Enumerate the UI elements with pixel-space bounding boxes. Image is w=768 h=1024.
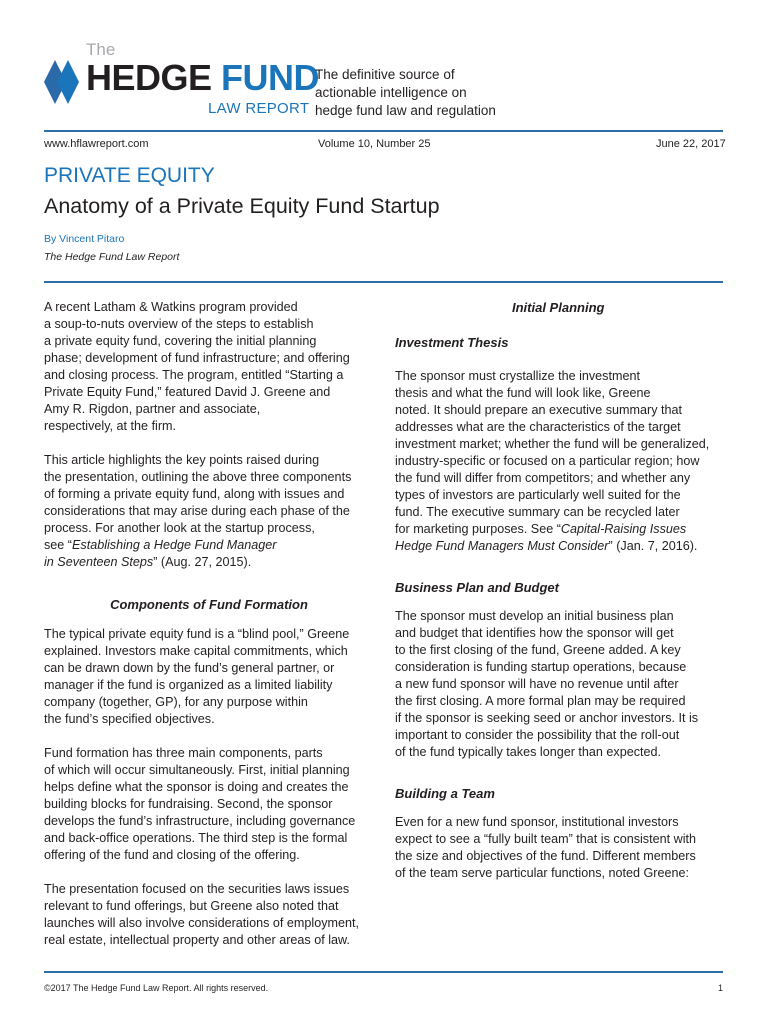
subheading: Business Plan and Budget	[395, 580, 559, 595]
article-link[interactable]: in Seventeen Steps	[44, 555, 154, 569]
byline[interactable]: By Vincent Pitaro	[44, 233, 125, 245]
article-source: The Hedge Fund Law Report	[44, 251, 180, 263]
section-heading: Initial Planning	[512, 300, 605, 315]
paragraph: A recent Latham & Watkins program provided a soup-to-nuts overview of the steps to establish a private equity fund, covering the initial planning phase; development of fund infrastructure; and offering and closing process. The program, entitled “Starting a Private Equity Fund,” featured David J. Greene and Amy R. Rigdon, partner and associate, respectively, at the firm.	[44, 300, 350, 433]
paragraph: The sponsor must crystallize the investment thesis and what the fund will look like, Greene noted. It should prepare an executive summary that addresses what are the characteristics of the target investment market; whether the fund will be generalized, industry-specific or focused on a particular region; how the fund will differ from competitors; and whether any types of investors are particularly well suited for the fund. The executive summary can be recycled later for marketing purposes. See “Capital-Raising Issues Hedge Fund Managers Must Consider” (Jan. 7, 2016).	[395, 369, 710, 553]
subheading: Investment Thesis	[395, 335, 509, 350]
masthead-rule	[44, 130, 723, 132]
right-column	[395, 368, 725, 899]
paragraph: Fund formation has three main components, parts of which will occur simultaneously. First, initial planning helps define what the sponsor is doing and creates the building blocks for fundraising. Second, the sponsor develops the fund’s infrastructure, including governance and back-office operations. The third step is the formal offering of the fund and closing of the offering.	[44, 746, 356, 862]
article-link[interactable]: Establishing a Hedge Fund Manager	[72, 538, 277, 552]
section-heading: Components of Fund Formation	[110, 597, 308, 612]
masthead-hedge: HEDGE	[86, 57, 222, 98]
tagline-line: hedge fund law and regulation	[315, 103, 496, 118]
article-link[interactable]: Capital-Raising Issues	[560, 522, 687, 536]
title-rule	[44, 281, 723, 283]
masthead-the: The	[86, 40, 116, 59]
copyright: ©2017 The Hedge Fund Law Report. All rights reserved.	[44, 983, 269, 993]
diamond-logo-icon	[44, 60, 80, 104]
tagline-line: actionable intelligence on	[315, 85, 467, 100]
paragraph: This article highlights the key points raised during the presentation, outlining the above three components of forming a private equity fund, along with issues and considerations that may arise during each phase of the process. For another look at the startup process, see “Establishing a Hedge Fund Manager in Seventeen Steps” (Aug. 27, 2015).	[44, 453, 352, 569]
paragraph: The sponsor must develop an initial business plan and budget that identifies how the sponsor will get to the first closing of the fund, Greene added. A key consideration is funding startup operations, because a new fund sponsor will have no revenue until after the first closing. A more formal plan may be required if the sponsor is seeking seed or anchor investors. It is important to consider the possibility that the roll-out of the fund typically takes longer than expected.	[395, 609, 699, 759]
volume-number: Volume 10, Number 25	[318, 138, 431, 150]
site-url[interactable]: www.hflawreport.com	[44, 138, 149, 150]
subheading: Building a Team	[395, 786, 495, 801]
masthead-fund: FUND	[221, 57, 320, 98]
masthead-title	[86, 58, 319, 98]
paragraph: Even for a new fund sponsor, institutional investors expect to see a “fully built team” that is consistent with the size and objectives of the fund. Different members of the team serve particular functions, noted Greene:	[395, 815, 696, 880]
article-title: Anatomy of a Private Equity Fund Startup	[44, 194, 440, 218]
left-column	[44, 299, 374, 966]
page-number: 1	[718, 983, 724, 993]
article-link[interactable]: Hedge Fund Managers Must Consider	[395, 539, 609, 553]
masthead-law-report: LAW REPORT	[208, 100, 310, 117]
footer-rule	[44, 971, 723, 973]
section-label: PRIVATE EQUITY	[44, 164, 215, 187]
paragraph: The presentation focused on the securities laws issues relevant to fund offerings, but Greene also noted that launches will also involve considerations of employment, real estate, intellectual property and other areas of law.	[44, 882, 360, 947]
tagline-line: The definitive source of	[315, 67, 455, 82]
masthead-tagline	[315, 66, 535, 120]
paragraph: The typical private equity fund is a “blind pool,” Greene explained. Investors make capital commitments, which can be drawn down by the fund’s general partner, or manager if the fund is organized as a limited liability company (together, GP), for any purpose within the fund’s specified objectives.	[44, 627, 350, 726]
issue-date: June 22, 2017	[656, 138, 726, 150]
